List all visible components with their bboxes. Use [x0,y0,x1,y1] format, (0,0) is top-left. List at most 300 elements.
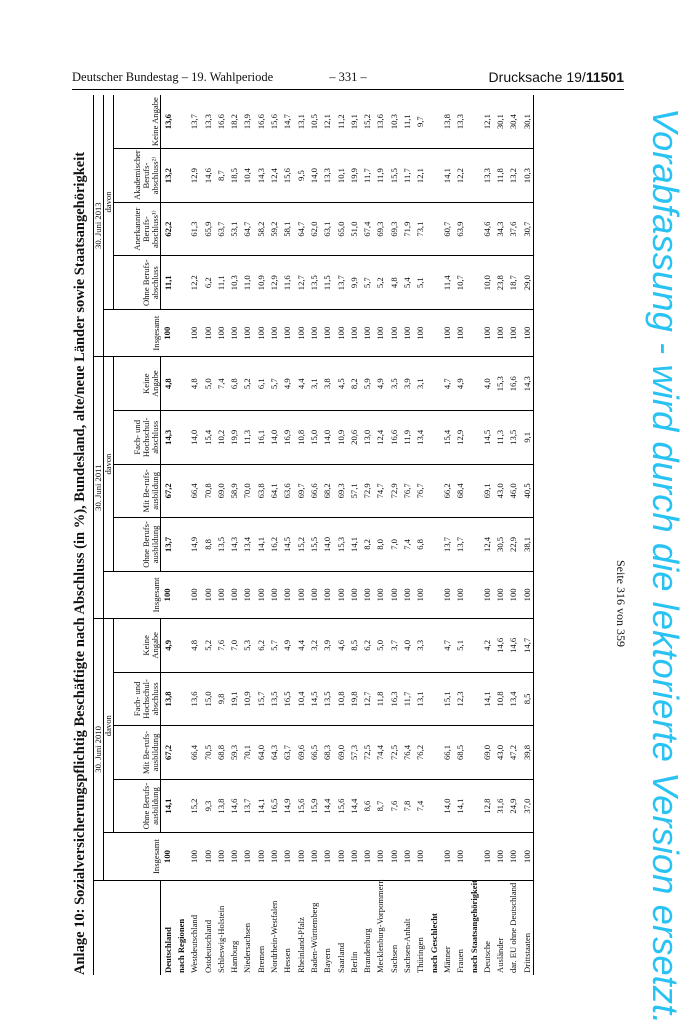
table-cell [427,571,440,618]
table-cell: 4,5 [334,357,347,411]
table-cell: 72,9 [387,464,400,518]
table-cell: 70,5 [201,726,214,780]
row-label: Hessen [282,948,293,973]
table-cell: 11,0 [241,256,254,310]
table-cell: 69,0 [480,726,493,780]
table-cell: 64,7 [241,202,254,256]
table-cell [174,518,187,572]
table-cell: 9,3 [201,779,214,833]
table-cell: 63,9 [454,202,467,256]
table-cell [174,95,187,149]
table-cell: 12,3 [454,672,467,726]
table-cell: 9,8 [214,672,227,726]
rotated-table-area [72,95,602,975]
table-cell: 3,8 [321,357,334,411]
table-cell: 3,1 [307,357,320,411]
table-cell: 62,0 [307,202,320,256]
table-cell: 6,2 [254,619,267,673]
table-cell: 100 [507,571,520,618]
table-cell: 65,9 [201,202,214,256]
table-cell: 100 [493,833,506,880]
table-cell: 63,7 [281,726,294,780]
row-label: Männer [441,946,452,973]
table-cell: 15,7 [254,672,267,726]
table-cell: 11,8 [493,149,506,203]
table-cell: 100 [360,309,373,356]
table-cell: 13,5 [267,672,280,726]
table-cell: 68,3 [321,726,334,780]
table-cell: 14,3 [254,149,267,203]
table-cell: 100 [480,833,493,880]
table-cell: 22,9 [507,518,520,572]
table-cell: 59,3 [228,726,241,780]
table-cell: 8,6 [360,779,373,833]
table-cell: 76,2 [414,726,427,780]
table-cell: 70,0 [241,464,254,518]
table-cell [427,672,440,726]
table-cell: 10,4 [241,149,254,203]
table-cell: 11,1 [400,95,413,149]
table-cell [174,256,187,310]
header-drucksache [489,69,624,85]
table-cell: 3,7 [387,619,400,673]
table-row [520,95,534,975]
table-cell: 37,0 [520,779,534,833]
davon-header: davon [104,619,114,833]
table-cell: 67,2 [161,464,175,518]
table-cell [467,256,480,310]
page-note [612,560,632,710]
row-label: Brandenburg [362,928,373,973]
table-cell: 66,4 [188,726,201,780]
table-cell: 66,1 [440,726,453,780]
table-row [201,95,214,975]
table-row [281,95,294,975]
table-cell: 100 [214,309,227,356]
table-cell: 3,3 [414,619,427,673]
table-cell: 16,6 [214,95,227,149]
table-cell: 24,9 [507,779,520,833]
table-cell: 3,2 [307,619,320,673]
table-cell [427,619,440,673]
table-cell: 10,7 [454,256,467,310]
table-cell: 74,4 [374,726,387,780]
table-cell [467,149,480,203]
table-cell: 13,2 [507,149,520,203]
table-cell: 13,5 [321,672,334,726]
table-cell [174,672,187,726]
table-cell: 10,0 [480,256,493,310]
table-cell: 14,1 [161,779,175,833]
table-row [347,95,360,975]
table-cell: 100 [400,833,413,880]
table-cell: 100 [480,571,493,618]
table-cell: 51,0 [347,202,360,256]
table-cell: 13,9 [241,95,254,149]
table-cell: 100 [493,571,506,618]
table-cell [174,464,187,518]
table-cell: 16,5 [267,779,280,833]
table-cell: 12,1 [321,95,334,149]
table-row [161,95,175,975]
table-cell: 100 [188,571,201,618]
table-cell: 14,0 [267,411,280,465]
table-cell: 100 [520,309,534,356]
table-cell: 14,6 [507,619,520,673]
row-label: Rheinland-Pfalz [295,917,306,973]
table-cell: 100 [440,309,453,356]
table-cell: 14,0 [188,411,201,465]
table-cell: 69,3 [387,202,400,256]
row-label: Berlin [348,951,359,973]
table-cell: 30,1 [493,95,506,149]
table-cell: 68,2 [321,464,334,518]
table-cell: 11,3 [493,411,506,465]
table-cell: 14,1 [254,779,267,833]
table-cell: 18,5 [228,149,241,203]
table-cell: 14,1 [254,518,267,572]
table-cell: 7,4 [414,779,427,833]
table-cell: 12,1 [414,149,427,203]
table-cell: 7,0 [387,518,400,572]
table-cell: 76,4 [400,726,413,780]
sub-column-header: Fach- und Hochschul-abschluss [114,672,161,726]
table-cell: 15,4 [201,411,214,465]
table-cell: 19,8 [347,672,360,726]
table-cell [467,411,480,465]
table-cell: 6,8 [228,357,241,411]
row-label: Bayern [322,948,333,973]
table-cell: 7,4 [214,357,227,411]
table-cell: 11,7 [360,149,373,203]
section-row [427,95,440,975]
page-header [72,70,624,86]
table-row [507,95,520,975]
table-title: Anlage 10: Sozialversicherungspflichtig Beschäftigte nach Abschluss (in %), Bundesland, alte/neue Länder sowie Staatsangehörigkeit [72,151,88,975]
table-cell: 100 [307,571,320,618]
table-cell: 66,6 [307,464,320,518]
table-cell: 30,1 [520,95,534,149]
table-cell: 4,8 [188,357,201,411]
table-cell: 5,3 [241,619,254,673]
table-cell: 100 [454,833,467,880]
table-cell: 66,2 [440,464,453,518]
table-cell: 100 [188,309,201,356]
table-cell: 12,4 [480,518,493,572]
davon-header: davon [104,95,114,309]
table-cell: 10,3 [387,95,400,149]
table-cell: 100 [201,833,214,880]
table-cell: 13,1 [294,95,307,149]
table-cell: 10,8 [493,672,506,726]
table-cell: 5,7 [267,619,280,673]
sub-column-header: Fach- und Hochschul-abschluss [114,411,161,465]
table-cell: 74,7 [374,464,387,518]
table-cell: 14,4 [321,779,334,833]
table-cell [467,571,480,618]
table-cell: 14,6 [228,779,241,833]
table-row [387,95,400,975]
table-cell: 13,7 [241,779,254,833]
table-cell: 4,8 [161,357,175,411]
table-cell: 100 [281,309,294,356]
table-row [493,95,506,975]
table-cell: 100 [228,833,241,880]
table-row [254,95,267,975]
table-cell: 14,6 [493,619,506,673]
table-cell [467,779,480,833]
table-cell: 76,7 [400,464,413,518]
table-row [241,95,254,975]
table-cell: 5,1 [414,256,427,310]
row-label: Nordrhein-Westfalen [269,900,280,973]
section-row [174,95,187,975]
table-cell: 15,4 [440,411,453,465]
table-cell: 30,5 [493,518,506,572]
table-cell: 63,1 [321,202,334,256]
table-cell: 14,0 [321,518,334,572]
table-cell: 13,4 [414,411,427,465]
row-label: nach Geschlecht [428,913,439,973]
table-cell: 60,7 [440,202,453,256]
table-cell: 38,1 [520,518,534,572]
table-cell: 53,1 [228,202,241,256]
table-cell: 100 [201,571,214,618]
table-cell: 68,5 [454,726,467,780]
table-cell: 13,8 [440,95,453,149]
table-cell: 15,0 [201,672,214,726]
sub-column-header: Keine Angabe [114,357,161,411]
table-cell: 12,2 [188,256,201,310]
table-cell: 14,0 [321,411,334,465]
table-cell: 23,8 [493,256,506,310]
table-cell: 11,9 [374,149,387,203]
table-cell: 12,9 [188,149,201,203]
table-cell: 6,2 [201,256,214,310]
table-cell: 13,3 [480,149,493,203]
table-cell: 15,3 [493,357,506,411]
table-cell: 57,1 [347,464,360,518]
table-cell [174,619,187,673]
row-label: Bremen [255,945,266,973]
table-cell: 16,6 [387,411,400,465]
table-cell: 14,3 [228,518,241,572]
table-cell: 4,9 [281,357,294,411]
table-cell: 37,6 [507,202,520,256]
drucksache-prefix: Drucksache 19/ [488,69,586,85]
davon-header: davon [104,357,114,571]
table-cell: 4,6 [334,619,347,673]
table-cell: 100 [347,309,360,356]
table-cell: 67,4 [360,202,373,256]
table-cell: 13,7 [161,518,175,572]
header-left: Deutscher Bundestag – 19. Wahlperiode [72,70,274,84]
header-page-number: – 331 – [329,70,367,84]
table-cell: 100 [254,309,267,356]
row-label-header [94,880,161,975]
table-cell: 10,9 [334,411,347,465]
sub-column-header: Keine Angabe [114,95,161,149]
table-cell: 100 [321,309,334,356]
table-cell: 15,9 [307,779,320,833]
table-cell: 4,0 [400,619,413,673]
row-label: Thüringen [415,937,426,973]
table-cell: 12,7 [360,672,373,726]
table-cell: 14,1 [454,779,467,833]
table-cell: 100 [347,833,360,880]
table-row [360,95,373,975]
table-cell: 57,3 [347,726,360,780]
table-cell: 16,6 [254,95,267,149]
watermark-text: Vorabfassung - wird durch die lektorierte Version ersetzt. [645,108,686,1024]
table-cell [467,95,480,149]
sub-column-header: Akademischer Berufs-abschluss²⁾ [114,149,161,203]
table-cell: 100 [387,309,400,356]
table-cell: 16,2 [267,518,280,572]
table-cell: 100 [493,309,506,356]
table-cell: 100 [360,833,373,880]
table-cell: 4,4 [294,357,307,411]
table-cell: 100 [321,571,334,618]
table-cell: 13,2 [161,149,175,203]
table-cell: 63,8 [254,464,267,518]
table-cell: 100 [307,309,320,356]
table-cell: 65,0 [334,202,347,256]
table-row [188,95,201,975]
table-cell: 10,8 [334,672,347,726]
data-table [93,95,534,975]
table-cell: 14,7 [520,619,534,673]
table-cell: 11,1 [214,256,227,310]
table-cell: 5,9 [360,357,373,411]
table-cell: 11,3 [241,411,254,465]
table-cell: 100 [241,833,254,880]
table-cell: 69,3 [374,202,387,256]
watermark [632,108,692,1024]
table-cell: 4,9 [374,357,387,411]
table-cell: 15,3 [334,518,347,572]
table-cell: 20,6 [347,411,360,465]
table-cell: 15,6 [267,95,280,149]
table-cell [427,779,440,833]
table-cell: 100 [294,833,307,880]
table-cell: 100 [228,571,241,618]
table-cell: 5,0 [374,619,387,673]
table-cell: 64,6 [480,202,493,256]
table-cell: 5,0 [201,357,214,411]
table-cell: 13,6 [188,672,201,726]
table-cell: 100 [307,833,320,880]
table-cell: 100 [281,571,294,618]
table-cell: 11,8 [374,672,387,726]
table-cell: 9,5 [294,149,307,203]
table-cell: 29,0 [520,256,534,310]
insgesamt-header: Insgesamt [104,309,161,356]
table-cell: 14,5 [307,672,320,726]
table-cell: 11,7 [400,672,413,726]
table-cell: 4,8 [387,256,400,310]
table-row [307,95,320,975]
table-cell: 58,2 [254,202,267,256]
table-cell: 14,1 [347,518,360,572]
table-cell: 100 [254,571,267,618]
table-cell: 10,4 [294,672,307,726]
row-label: Baden-Württemberg [308,902,319,973]
table-cell: 100 [387,833,400,880]
row-label: Sachsen [388,944,399,973]
table-cell: 100 [321,833,334,880]
table-cell [427,464,440,518]
table-cell: 68,4 [454,464,467,518]
table-cell: 6,2 [360,619,373,673]
table-cell: 9,9 [347,256,360,310]
table-cell: 12,9 [267,256,280,310]
table-cell: 100 [360,571,373,618]
table-cell: 69,0 [334,726,347,780]
table-cell: 16,1 [254,411,267,465]
table-cell: 8,2 [360,518,373,572]
table-cell: 5,7 [267,357,280,411]
table-cell: 7,8 [400,779,413,833]
table-cell: 100 [414,309,427,356]
table-cell: 100 [281,833,294,880]
table-cell [467,202,480,256]
table-cell: 14,3 [161,411,175,465]
table-cell [174,411,187,465]
table-cell: 4,0 [480,357,493,411]
table-cell [467,726,480,780]
table-cell [174,357,187,411]
table-cell: 8,5 [520,672,534,726]
table-cell: 5,2 [201,619,214,673]
table-cell: 4,9 [281,619,294,673]
table-cell: 100 [414,571,427,618]
table-cell [467,833,480,880]
table-cell [467,309,480,356]
table-cell: 63,7 [214,202,227,256]
table-cell: 10,5 [307,95,320,149]
table-cell: 67,2 [161,726,175,780]
table-cell: 64,1 [267,464,280,518]
table-cell: 59,2 [267,202,280,256]
table-cell: 7,0 [228,619,241,673]
table-row [334,95,347,975]
table-cell: 14,5 [480,411,493,465]
table-cell: 70,8 [201,464,214,518]
table-cell [174,149,187,203]
table-cell: 13,6 [161,95,175,149]
table-cell: 12,4 [374,411,387,465]
table-cell: 100 [254,833,267,880]
table-cell: 100 [520,833,534,880]
table-cell: 14,3 [520,357,534,411]
table-cell: 100 [334,833,347,880]
table-cell: 100 [507,833,520,880]
table-cell: 13,8 [161,672,175,726]
table-cell [467,619,480,673]
table-cell: 7,6 [387,779,400,833]
table-cell: 61,3 [188,202,201,256]
table-cell: 100 [241,571,254,618]
table-cell: 11,6 [281,256,294,310]
table-cell: 14,7 [281,95,294,149]
table-cell: 9,7 [414,95,427,149]
table-cell: 4,4 [294,619,307,673]
table-cell: 16,5 [281,672,294,726]
table-cell: 4,7 [440,357,453,411]
table-cell [427,726,440,780]
table-cell [174,202,187,256]
